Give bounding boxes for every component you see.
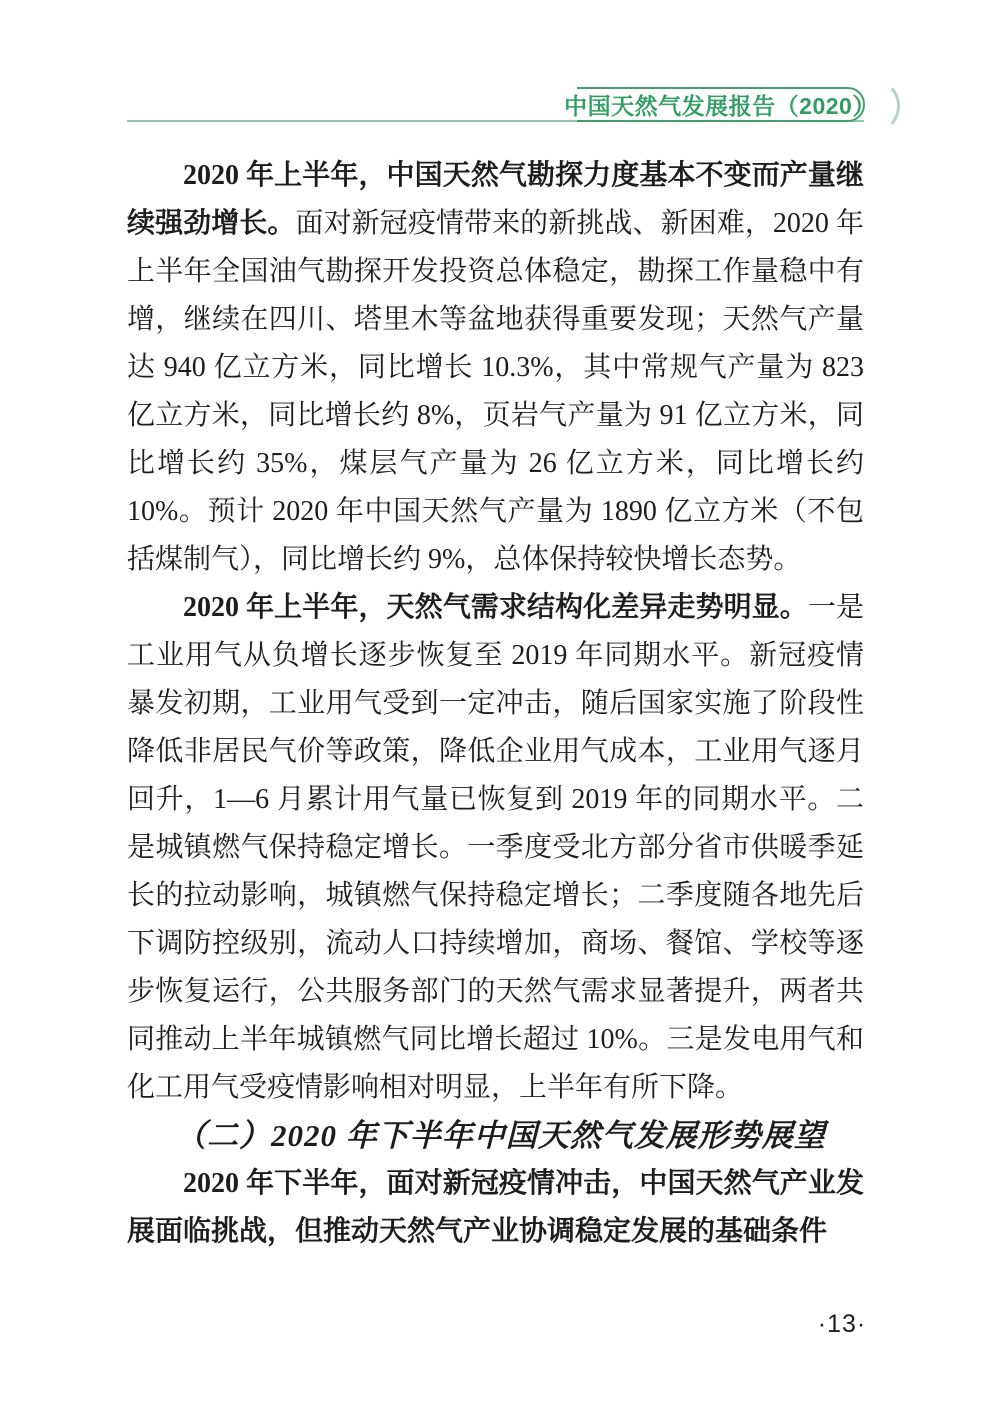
- paragraph-outlook: 2020 年下半年，面对新冠疫情冲击，中国天然气产业发展面临挑战，但推动天然气产业协调稳定发展的基础条件: [127, 1168, 864, 1247]
- paragraph-production-rest: 面对新冠疫情带来的新挑战、新困难，2020 年上半年全国油气勘探开发投资总体稳定，勘探工作量稳中有增，继续在四川、塔里木等盆地获得重要发现；天然气产量达 940 亿立方米，同比增长 10.3%，其中常规气产量为 823 亿立方米，同比增长约 8%，页岩气产量为 91 亿立方米，同比增长约 35%，煤层气产量为 26 亿立方米，同比增长约 10%。预计 2020 年中国天然气产量为 1890 亿立方米（不包括煤制气），同比增长约 9%，总体保持较快增长态势。: [127, 208, 864, 575]
- paragraph-demand: [127, 584, 864, 1112]
- report-title: 中国天然气发展报告（2020）: [564, 93, 876, 119]
- document-body: [127, 152, 864, 1256]
- paragraph-demand-lead: 2020 年上半年，天然气需求结构化差异走势明显。: [183, 592, 808, 623]
- report-title-tab: [564, 87, 876, 122]
- section-heading: （二）2020 年下半年中国天然气发展形势展望: [175, 1118, 826, 1153]
- paragraph-production: [127, 152, 864, 584]
- paragraph-production-lead: 2020 年上半年，中国天然气勘探力度基本不变而产量继续强劲增长。: [127, 160, 864, 239]
- page-number: ·13·: [817, 1310, 867, 1338]
- paragraph-demand-rest: 一是工业用气从负增长逐步恢复至 2019 年同期水平。新冠疫情暴发初期，工业用气受到一定冲击，随后国家实施了阶段性降低非居民气价等政策，降低企业用气成本，工业用气逐月回升，1—6 月累计用气量已恢复到 2019 年的同期水平。二是城镇燃气保持稳定增长。一季度受北方部分省市供暖季延长的拉动影响，城镇燃气保持稳定增长；二季度随各地先后下调防控级别，流动人口持续增加，商场、餐馆、学校等逐步恢复运行，公共服务部门的天然气需求显著提升，两者共同推动上半年城镇燃气同比增长超过 10%。三是发电用气和化工用气受疫情影响相对明显，上半年有所下降。: [127, 592, 864, 1103]
